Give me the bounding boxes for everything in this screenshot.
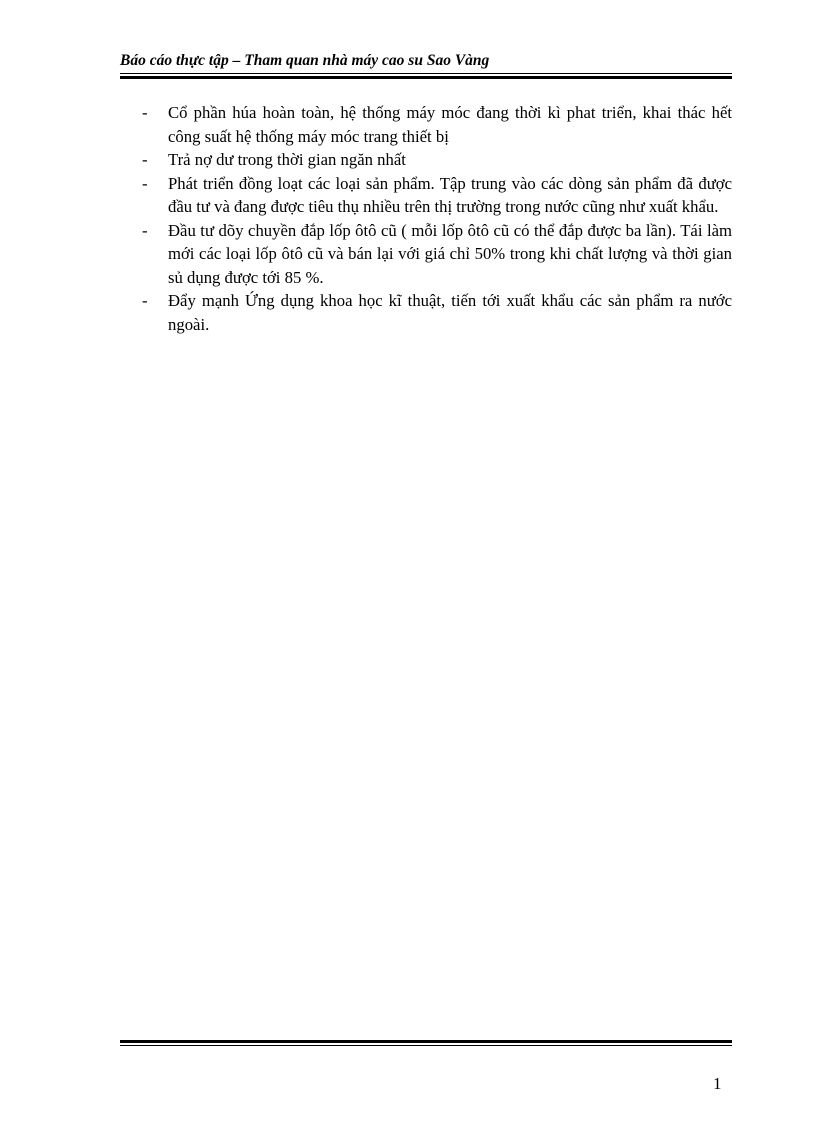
bullet-text: Đẩy mạnh Ứng dụng khoa học kĩ thuật, tiến tới xuất khẩu các sản phẩm ra nước ngoài. [168, 291, 732, 334]
bullet-marker: - [142, 173, 148, 193]
header-rule-thin [120, 73, 732, 74]
header-rule-thick [120, 76, 732, 79]
bullet-text: Cổ phần húa hoàn toàn, hệ thống máy móc đang thời kì phat triển, khai thác hết công suất hệ thống máy móc trang thiết bị [168, 103, 732, 146]
bullet-list [142, 101, 732, 336]
bullet-text: Phát triển đồng loạt các loại sản phẩm. Tập trung vào các dòng sản phẩm đã được đầu tư và đang được tiêu thụ nhiều trên thị trường trong nước cũng như xuất khẩu. [168, 173, 732, 216]
bullet-marker: - [142, 103, 148, 122]
footer-rule-thick [120, 1040, 732, 1043]
page-number: 1 [713, 1074, 722, 1093]
bullet-marker: - [142, 291, 148, 310]
footer-rule-thin [120, 1045, 732, 1046]
bullet-item-2 [142, 148, 732, 172]
bullet-marker: - [142, 150, 148, 169]
bullet-item-1 [142, 101, 732, 148]
page-header [120, 52, 732, 79]
page-footer [120, 1040, 732, 1046]
page-content [142, 101, 732, 336]
bullet-item-5 [142, 289, 732, 336]
header-title: Báo cáo thực tập – Tham quan nhà máy cao su Sao Vàng [120, 52, 490, 69]
bullet-text: Trả nợ dư trong thời gian ngăn nhất [168, 150, 406, 169]
bullet-item-4 [142, 219, 732, 290]
bullet-text: Đầu tư dõy chuyền đắp lốp ôtô cũ ( mỗi lốp ôtô cũ có thể đắp được ba lần). Tái làm mới các loại lốp ôtô cũ và bán lại với giá chỉ 50% trong khi chất lượng và thời gian sủ dụng được tới 85 %. [168, 220, 732, 287]
bullet-marker: - [142, 220, 148, 240]
bullet-item-3 [142, 172, 732, 219]
